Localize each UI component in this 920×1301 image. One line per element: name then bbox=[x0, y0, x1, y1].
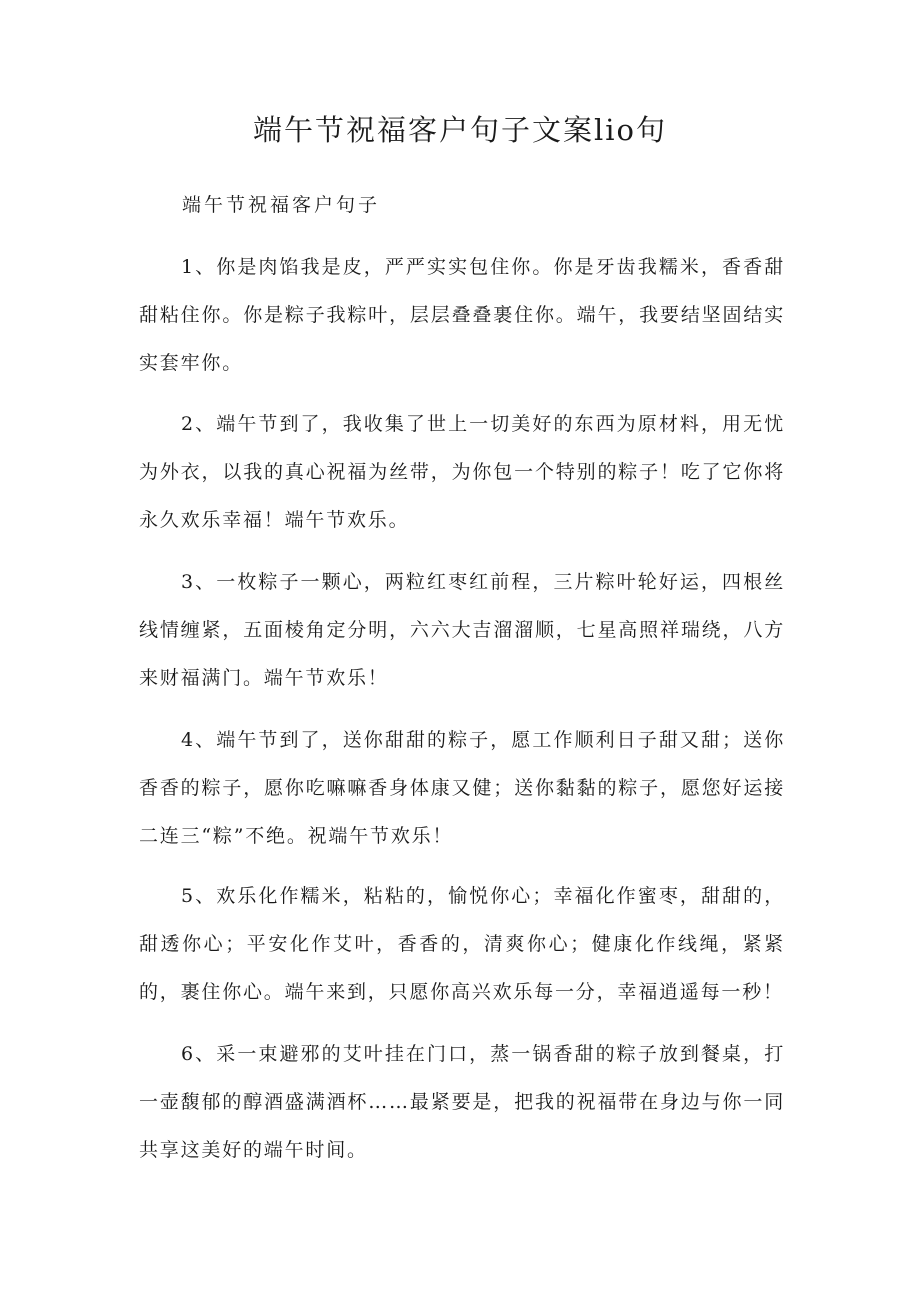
paragraph-3: 3、一枚粽子一颗心，两粒红枣红前程，三片粽叶轮好运，四根丝线情缠紧，五面棱角定分明，六六大吉溜溜顺，七星高照祥瑞绕，八方来财福满门。端午节欢乐！ bbox=[139, 571, 785, 689]
paragraph-1: 1、你是肉馅我是皮，严严实实包住你。你是牙齿我糯米，香香甜甜粘住你。你是粽子我粽叶，层层叠叠裹住你。端午，我要结坚固结实实套牢你。 bbox=[139, 256, 785, 374]
paragraph-4: 4、端午节到了，送你甜甜的粽子，愿工作顺利日子甜又甜；送你香香的粽子，愿你吃嘛嘛香身体康又健；送你黏黏的粽子，愿您好运接二连三“粽”不绝。祝端午节欢乐！ bbox=[139, 729, 785, 847]
paragraph-6: 6、采一束避邪的艾叶挂在门口，蒸一锅香甜的粽子放到餐桌，打一壶馥郁的醇酒盛满酒杯……最紧要是，把我的祝福带在身边与你一同共享这美好的端午时间。 bbox=[139, 1043, 785, 1161]
paragraph-2: 2、端午节到了，我收集了世上一切美好的东西为原材料，用无忧为外衣，以我的真心祝福为丝带，为你包一个特别的粽子！吃了它你将永久欢乐幸福！端午节欢乐。 bbox=[139, 413, 785, 531]
paragraph-5: 5、欢乐化作糯米，粘粘的，愉悦你心；幸福化作蜜枣，甜甜的，甜透你心；平安化作艾叶，香香的，清爽你心；健康化作线绳，紧紧的，裹住你心。端午来到，只愿你高兴欢乐每一分，幸福逍遥每一秒！ bbox=[139, 885, 785, 1003]
document-title: 端午节祝福客户句子文案lio句 bbox=[252, 113, 667, 147]
document-subtitle: 端午节祝福客户句子 bbox=[182, 194, 381, 216]
